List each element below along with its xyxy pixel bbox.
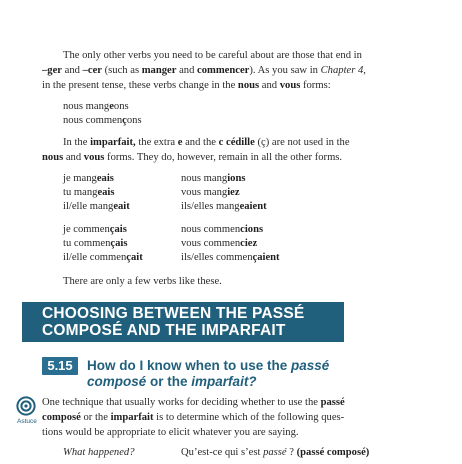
commencer-conjugation-table [63, 223, 363, 265]
question-french: Qu’est-ce qui s’est passé ? (passé composé) [181, 447, 370, 458]
conjugation-right: ils/elles commençaient [181, 252, 280, 263]
conjugation-left: il/elle mangeait [63, 201, 130, 212]
section-heading-line-1: CHOOSING BETWEEN THE PASSÉ [42, 305, 305, 322]
present-example: nous mangeons [63, 101, 129, 112]
intro-line-1: The only other verbs you need to be careful about are those that end in [63, 50, 362, 61]
few-verbs-note: There are only a few verbs like these. [63, 276, 222, 287]
conjugation-right: vous commenciez [181, 238, 258, 249]
conjugation-right: nous mangions [181, 173, 246, 184]
conjugation-left: tu mangeais [63, 187, 115, 198]
conjugation-left: je commençais [63, 224, 127, 235]
section-heading-line-2: COMPOSÉ AND THE IMPARFAIT [42, 322, 286, 339]
astuce-label: Astuce [17, 418, 37, 425]
subsection-title-line-1: How do I know when to use the passé [87, 358, 330, 373]
subsection-number-badge: 5.15 [42, 357, 78, 375]
subsection-title-line-2: composé or the imparfait? [87, 374, 257, 389]
intro-line-3: in the present tense, these verbs change in the nous and vous forms: [42, 80, 331, 91]
body-line-3: tions would be appropriate to elicit whatever you are saying. [42, 427, 299, 438]
present-example: nous commençons [63, 115, 142, 126]
imparfait-note-line-1: In the imparfait, the extra e and the c cédille (ç) are not used in the [63, 137, 350, 148]
question-english: What happened? [63, 447, 135, 458]
conjugation-right: ils/elles mangeaient [181, 201, 267, 212]
manger-conjugation-table [63, 172, 363, 214]
conjugation-left: je mangeais [63, 173, 114, 184]
body-line-2: composé or the imparfait is to determine which of the following ques- [42, 412, 345, 423]
conjugation-right: vous mangiez [181, 187, 240, 198]
conjugation-left: tu commençais [63, 238, 128, 249]
conjugation-right: nous commencions [181, 224, 264, 235]
conjugation-left: il/elle commençait [63, 252, 143, 263]
intro-line-2: –ger and –cer (such as manger and commencer). As you saw in Chapter 4, [42, 65, 366, 76]
imparfait-note-line-2: nous and vous forms. They do, however, remain in all the other forms. [42, 152, 343, 163]
section-heading-band [22, 302, 344, 342]
body-line-1: One technique that usually works for deciding whether to use the passé [42, 397, 345, 408]
question-row [63, 446, 443, 460]
